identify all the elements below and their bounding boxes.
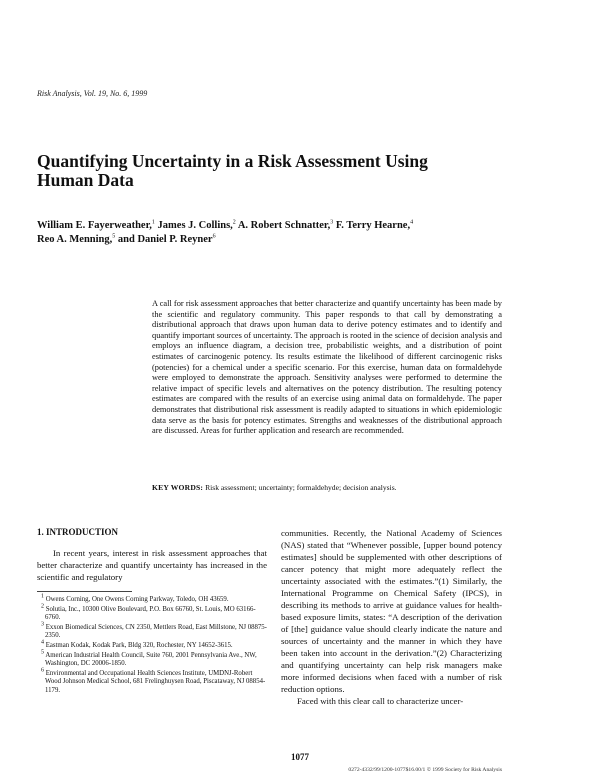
footnote: $^6$ Environmental and Occupational Health Sciences Institute, UMDNJ-Robert Wood Johnson Medical School, 681 Frelinghuysen Road, Piscataway, NJ 08854-1179.: [41, 667, 266, 694]
keywords-label: KEY WORDS:: [152, 483, 204, 492]
right-column: [281, 527, 502, 707]
page-number: 1077: [291, 752, 309, 762]
section-heading: 1. INTRODUCTION: [37, 527, 119, 537]
author: James J. Collins,$^2$: [157, 219, 236, 231]
author: William E. Fayerweather,$^1$: [37, 219, 155, 231]
footnote: $^1$ Owens Corning, One Owens Corning Parkway, Toledo, OH 43659.: [41, 593, 229, 603]
copyright-line: 0272-4332/99/1200-1077$16.00/1 © 1999 Society for Risk Analysis: [348, 767, 502, 773]
keywords-text: Risk assessment; uncertainty; formaldehyde; decision analysis.: [205, 483, 397, 492]
footnote: $^2$ Solutia, Inc., 10300 Olive Boulevard, P.O. Box 66760, St. Louis, MO 63166-6760.: [41, 603, 256, 622]
footnote: $^5$ American Industrial Health Council, Suite 760, 2001 Pennsylvania Ave., NW, Washington, DC 20006-1850.: [41, 649, 257, 668]
paper-title: Quantifying Uncertainty in a Risk Assessment Using Human Data: [37, 151, 428, 190]
footnote: $^3$ Exxon Biomedical Sciences, CN 2350, Mettlers Road, East Millstone, NJ 08875-2350.: [41, 621, 267, 640]
footnotes: [37, 593, 267, 696]
author: and Daniel P. Reyner$^6$: [117, 233, 216, 245]
body-paragraph: communities. Recently, the National Academy of Sciences (NAS) stated that “Whenever possible, [upper bound potency estimates] should be supplemented with other descriptions of cancer potency that might more adequately reflect the uncertainty associated with the estimates.”(1) Similarly, the International Programme on Chemical Safety (IPCS), in describing its methods to arrive at guidance values for health-based exposure limits, states: “A description of the derivation of [the] guidance value should clearly indicate the nature and sources of uncertainty and the manner in which they have been taken into account in the derivation.”(2) Characterizing and quantifying uncertainty can help risk managers make more informed decisions when faced with a number of risk reduction options.: [281, 528, 502, 694]
author: Reo A. Menning,$^5$: [37, 233, 116, 245]
left-column: [37, 527, 267, 697]
author: F. Terry Hearne,$^4$: [335, 219, 414, 231]
abstract-text: A call for risk assessment approaches that better characterize and quantify uncertainty has been made by the scientific and regulatory community. This paper responds to that call by demonstrating a distributional approach that draws upon human data to derive potency estimates and to identify and quantify important sources of uncertainty. The approach is rooted in the science of decision analysis and employs an influence diagram, a decision tree, probabilistic weights, and a distribution of point estimates of carcinogenic potency. Its results estimate the likelihood of different carcinogenic risks (potencies) for a chemical under a specific scenario. For this exercise, human data on formaldehyde were employed to demonstrate the approach. Sensitivity analyses were performed to determine the relative impact of specific levels and alternatives on the potency distribution. The resulting potency estimates are compared with the results of an exercise using animal data on formaldehyde. The paper demonstrates that distributional risk assessment is readily adapted to situations in which epidemiologic data serve as the basis for potency estimates. Strengths and weaknesses of the distributional approach are discussed. Areas for further application and research are recommended.: [152, 299, 502, 436]
abstract: [152, 299, 502, 437]
intro-paragraph: In recent years, interest in risk assessment approaches that better characterize and quantify uncertainty has increased in the scientific and regulatory: [37, 548, 267, 582]
footnote-divider: [37, 591, 132, 592]
footnote: $^4$ Eastman Kodak, Kodak Park, Bldg 320, Rochester, NY 14652-3615.: [41, 639, 233, 649]
author: A. Robert Schnatter,$^3$: [237, 219, 334, 231]
journal-citation: Risk Analysis, Vol. 19, No. 6, 1999: [37, 89, 148, 98]
keywords: [152, 483, 502, 492]
author-list: [37, 219, 517, 247]
body-paragraph: Faced with this clear call to characterize uncer-: [297, 696, 464, 706]
